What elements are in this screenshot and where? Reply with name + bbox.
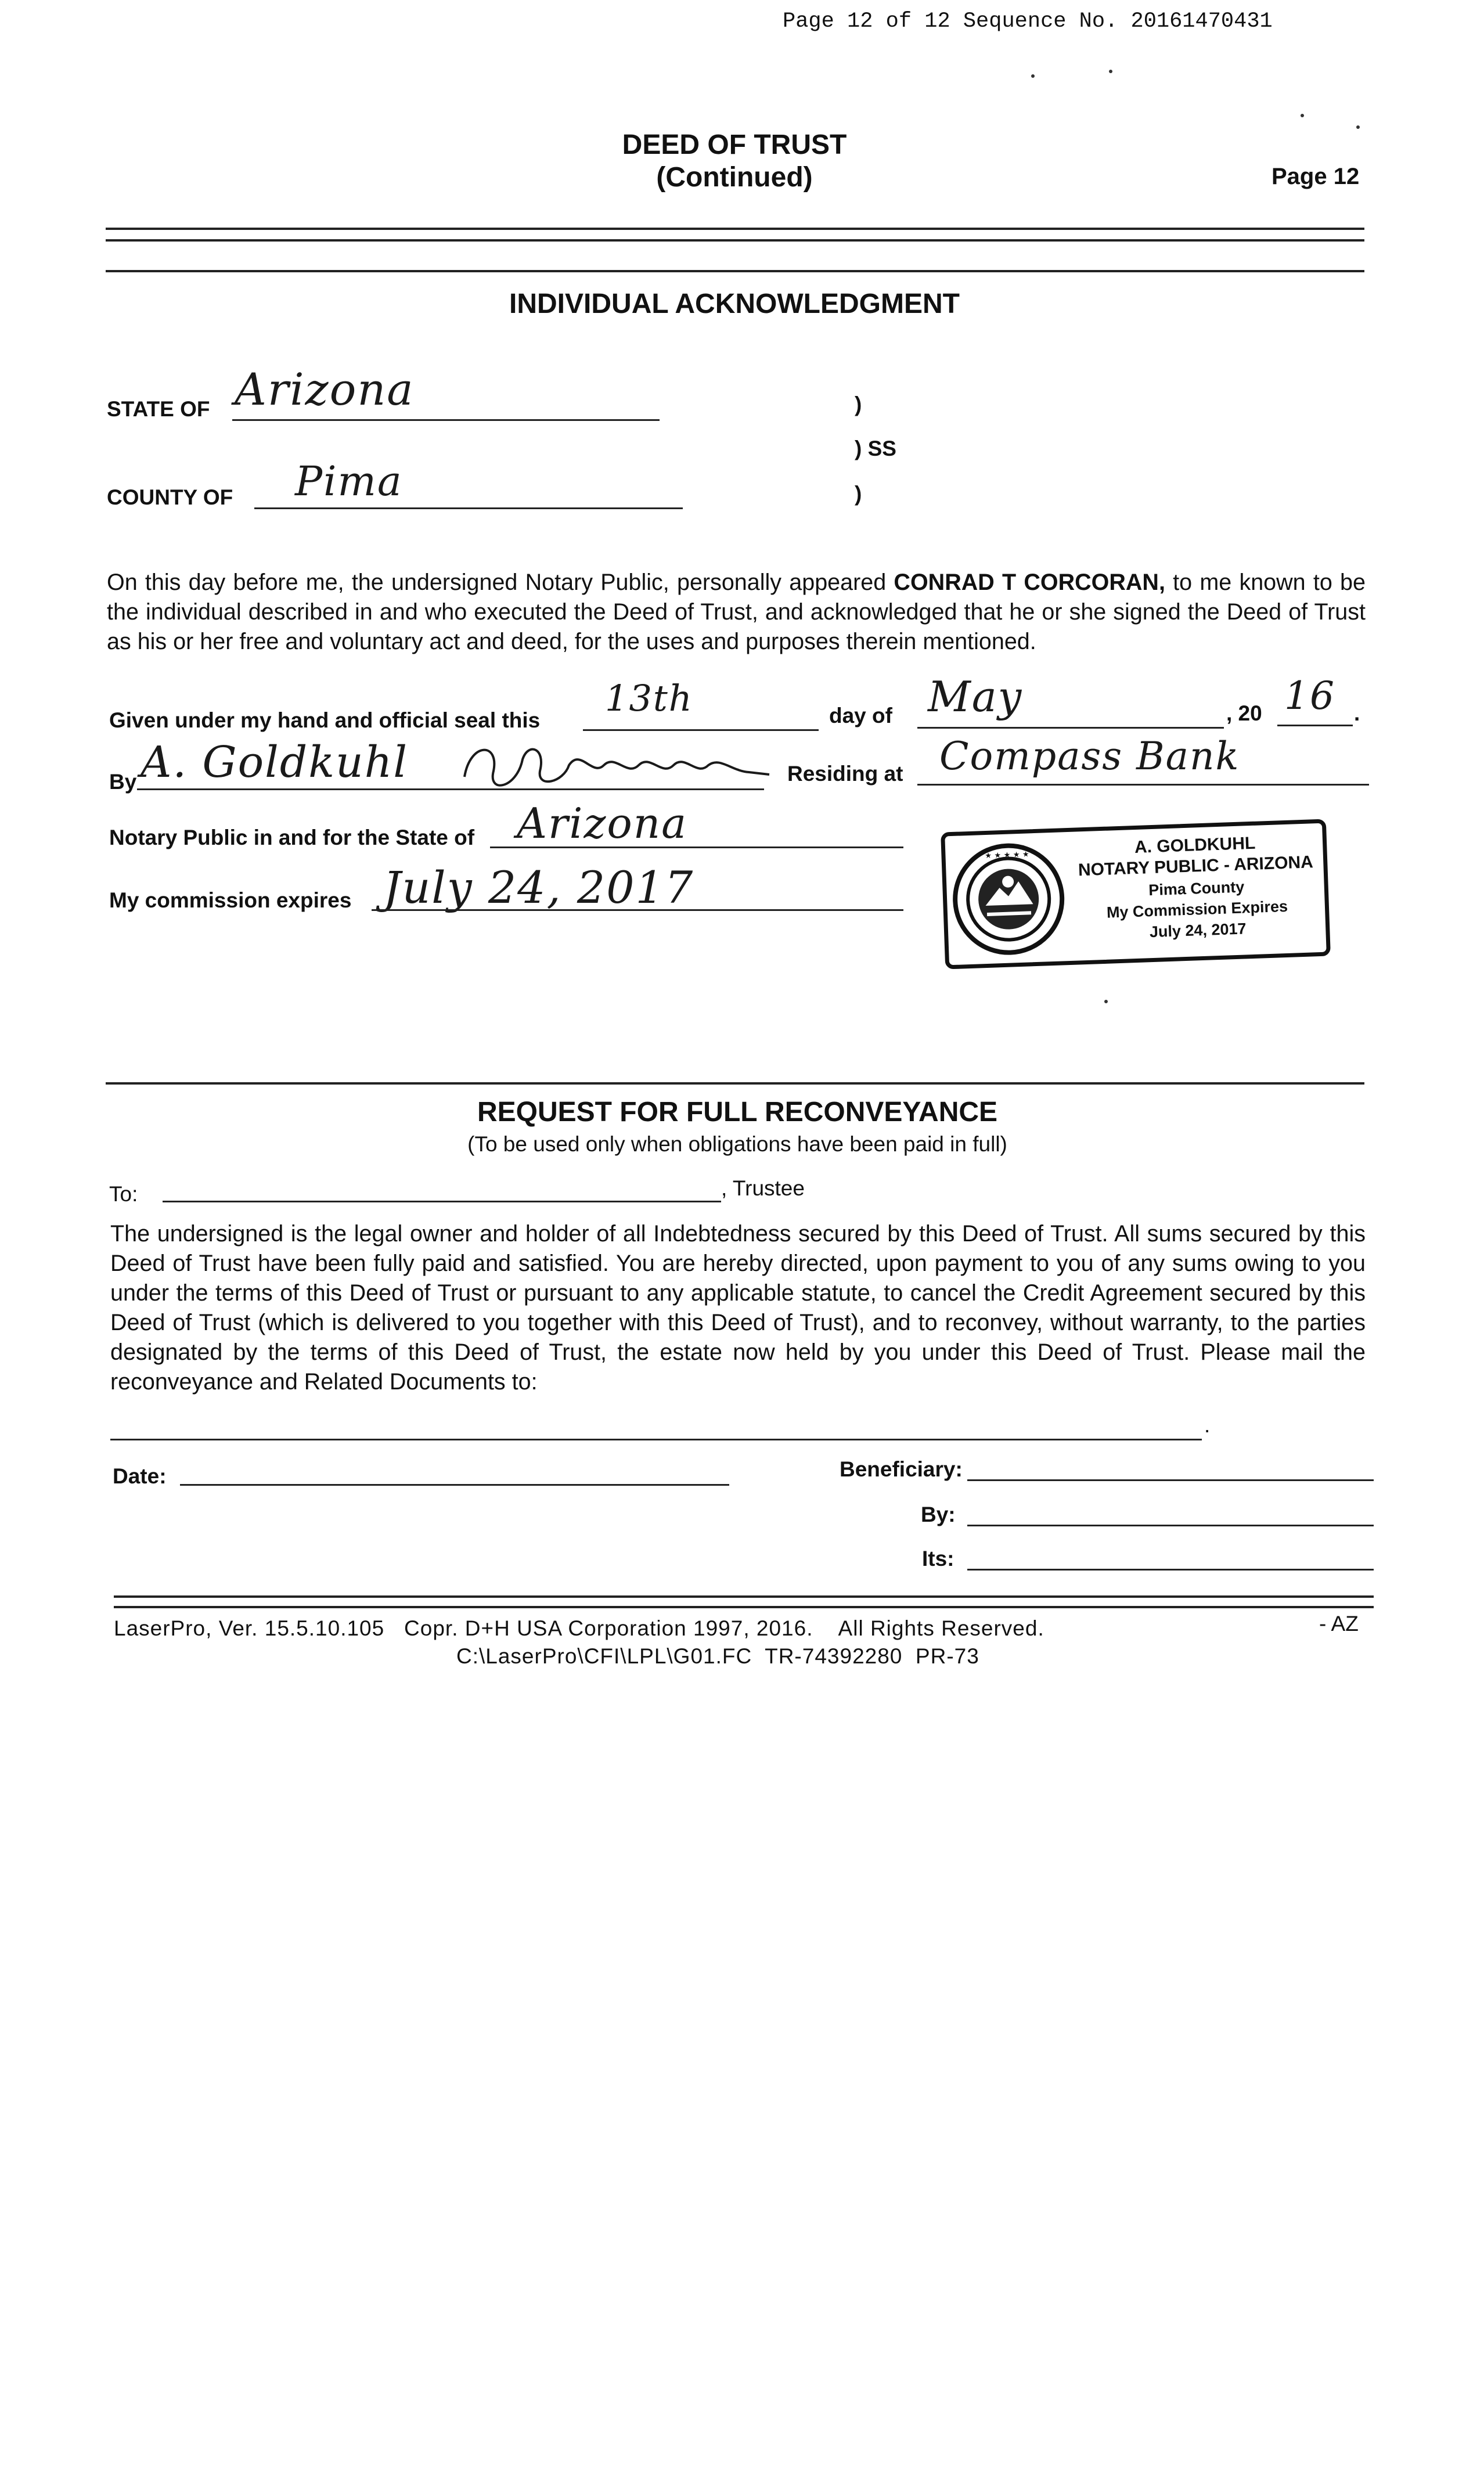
seal-county: Pima County <box>1148 878 1245 899</box>
residing-label: Residing at <box>787 762 903 786</box>
month-line <box>917 727 1224 729</box>
footer-file-path: C:\LaserPro\CFI\LPL\G01.FC TR-74392280 PR-73 <box>456 1644 979 1668</box>
footer-copyright: LaserPro, Ver. 15.5.10.105 Copr. D+H USA Corporation 1997, 2016. All Rights Reserved. <box>114 1616 1044 1640</box>
given-day-handwritten: 13th <box>605 677 693 719</box>
county-line <box>254 507 683 509</box>
seal-name: A. GOLDKUHL <box>1134 833 1256 858</box>
residing-line <box>917 784 1369 786</box>
notary-signature: A. Goldkuhl <box>141 737 409 787</box>
footer-state-code: - AZ <box>1319 1612 1359 1636</box>
reconveyance-paragraph: The undersigned is the legal owner and holder of all Indebtedness secured by this Deed of Trust. All sums secured by this Deed of Trust have been fully paid and satisfied. You are hereby directed, upon payment to you of any sums owing to you under the terms of this Deed of Trust or pursuant to any applicable statute, to cancel the Credit Agreement secured by this Deed of Trust (which is delivered to you together with this Deed of Trust), and to reconvey, without warranty, to the parties designated by the terms of this Deed of Trust, the estate now held by you under this Deed of Trust. Please mail the reconveyance and Related Documents to: <box>110 1221 1366 1395</box>
scan-speck <box>1104 1000 1108 1003</box>
paren: ) <box>855 482 862 506</box>
acknowledgment-text: to me known to be the individual described in and who executed the Deed of Trust, and acknowledged that he or she signed the Deed of Trust as his or her free and voluntary act and deed, for the uses and purposes therein mentioned. <box>107 570 1366 654</box>
seal-title: NOTARY PUBLIC - ARIZONA <box>1078 852 1314 880</box>
notary-seal-stamp <box>941 819 1331 969</box>
beneficiary-line <box>967 1479 1374 1481</box>
day-of-label: day of <box>829 704 892 727</box>
scan-speck <box>1301 114 1304 117</box>
acknowledgment-paragraph <box>107 568 1366 657</box>
given-label: Given under my hand and official seal this <box>109 708 541 732</box>
arizona-seal-emblem <box>949 839 1069 959</box>
trustee-name-line <box>163 1201 721 1202</box>
reconveyance-heading: REQUEST FOR FULL RECONVEYANCE <box>477 1097 998 1128</box>
year-handwritten: 16 <box>1284 673 1335 718</box>
grantor-name: CONRAD T CORCORAN, <box>894 570 1165 595</box>
day-line <box>583 729 819 731</box>
seal-expiry: July 24, 2017 <box>1149 920 1247 941</box>
commission-handwritten: July 24, 2017 <box>383 862 694 913</box>
scan-speck <box>1109 70 1112 73</box>
date-label: Date: <box>113 1464 167 1488</box>
acknowledgment-heading: INDIVIDUAL ACKNOWLEDGMENT <box>509 289 960 319</box>
by-label-reconveyance: By: <box>921 1503 956 1526</box>
commission-label: My commission expires <box>109 888 352 912</box>
month-handwritten: May <box>928 672 1023 721</box>
acknowledgment-text: On this day before me, the undersigned Notary Public, personally appeared <box>107 570 887 595</box>
page-label: Page 12 <box>1272 164 1360 189</box>
section-rule <box>106 270 1364 272</box>
signature-flourish <box>453 736 778 800</box>
document-subtitle: (Continued) <box>656 162 813 193</box>
commission-line <box>372 909 903 911</box>
reconveyance-subheading: (To be used only when obligations have been paid in full) <box>467 1132 1007 1156</box>
mail-to-line <box>110 1439 1202 1440</box>
its-label: Its: <box>922 1547 954 1571</box>
page-sequence-header: Page 12 of 12 Sequence No. 20161470431 <box>783 9 1273 34</box>
beneficiary-label: Beneficiary: <box>840 1457 963 1481</box>
year-prefix: , 20 <box>1226 701 1262 725</box>
section-rule <box>106 1082 1364 1085</box>
state-handwritten: Arizona <box>235 363 415 415</box>
notary-state-handwritten: Arizona <box>517 799 688 848</box>
state-label: STATE OF <box>107 397 210 421</box>
county-handwritten: Pima <box>295 458 403 505</box>
seal-commission: My Commission Expires <box>1106 897 1288 921</box>
residing-handwritten: Compass Bank <box>939 734 1240 779</box>
ss-label: ) SS <box>855 437 896 460</box>
mail-to-period: . <box>1204 1413 1211 1437</box>
trustee-label: , Trustee <box>721 1176 805 1200</box>
paren: ) <box>855 392 862 416</box>
header-rule <box>106 239 1364 242</box>
year-line <box>1277 725 1353 726</box>
footer-rule <box>114 1595 1374 1598</box>
svg-text:★ ★ ★ ★ ★: ★ ★ ★ ★ ★ <box>985 850 1029 861</box>
county-label: COUNTY OF <box>107 485 233 509</box>
by-signature-line <box>967 1525 1374 1526</box>
by-label: By <box>109 770 137 794</box>
date-line <box>180 1484 729 1486</box>
notary-state-label: Notary Public in and for the State of <box>109 826 475 849</box>
document-title: DEED OF TRUST <box>622 129 847 160</box>
to-label: To: <box>109 1182 138 1206</box>
header-rule <box>106 228 1364 230</box>
its-line <box>967 1569 1374 1571</box>
footer-rule <box>114 1606 1374 1608</box>
state-line <box>232 419 660 421</box>
by-line <box>137 788 764 790</box>
scan-speck <box>1031 74 1035 78</box>
year-period: . <box>1354 701 1360 725</box>
scan-speck <box>1356 125 1360 129</box>
notary-state-line <box>490 847 903 848</box>
